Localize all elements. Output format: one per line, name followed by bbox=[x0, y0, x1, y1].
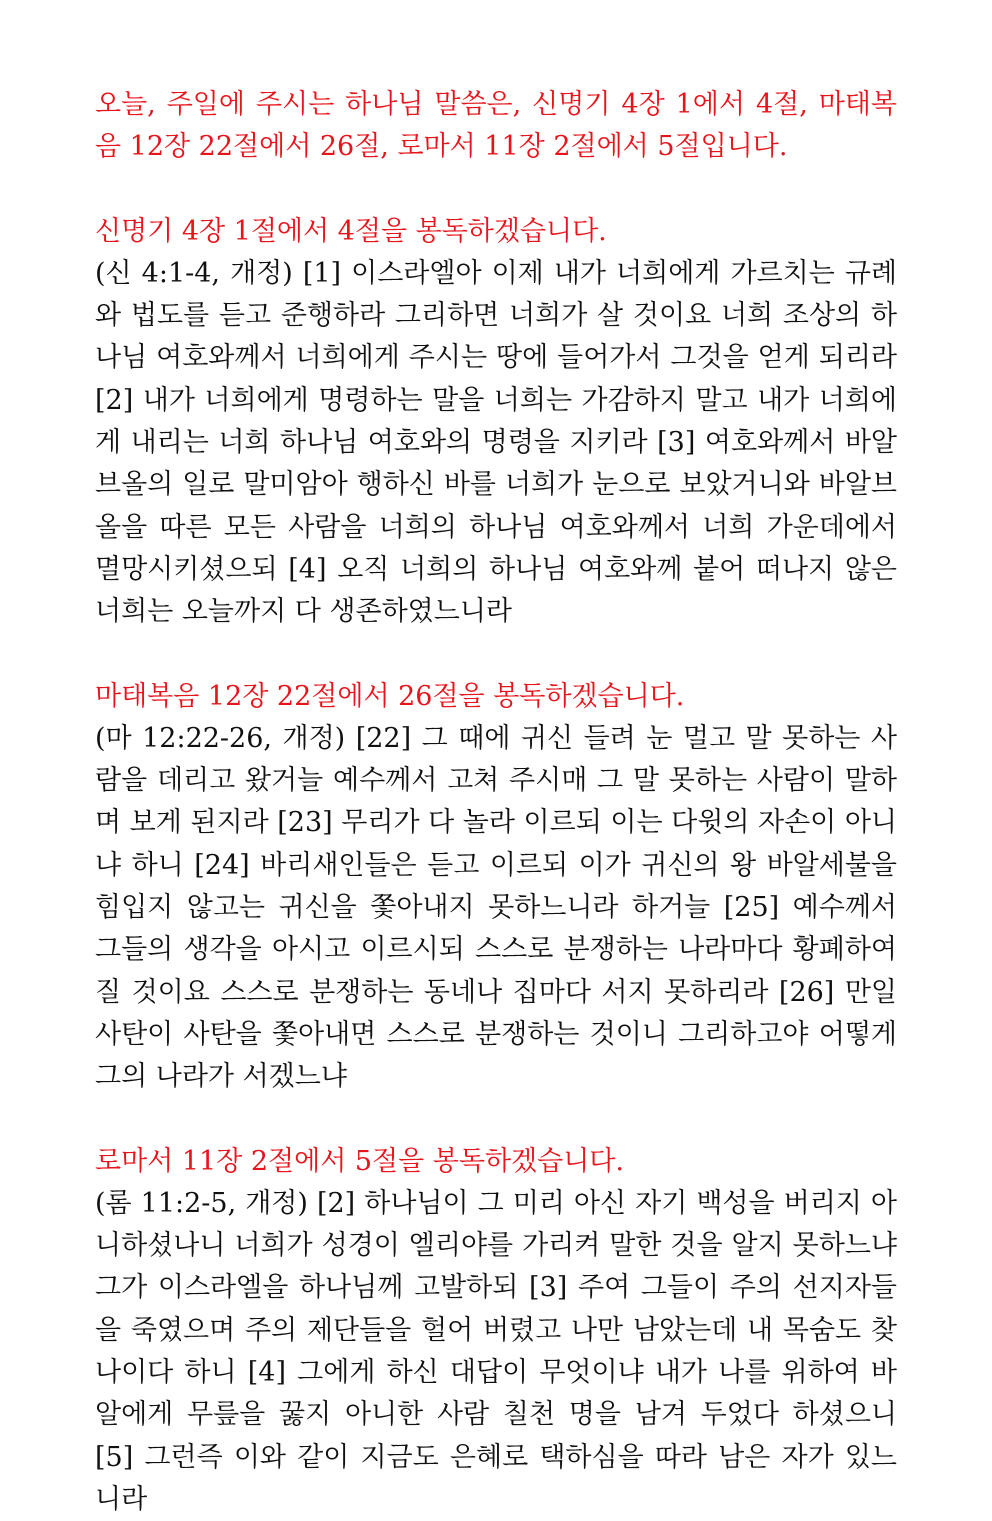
section-romans bbox=[95, 1141, 897, 1521]
scripture-passage: (마 12:22-26, 개정) [22] 그 때에 귀신 들려 눈 멀고 말 못하는 사람을 데리고 왔거늘 예수께서 고쳐 주시매 그 말 못하는 사람이 말하며 보게 된지라 [23] 무리가 다 놀라 이르되 이는 다윗의 자손이 아니냐 하니 [24] 바리새인들은 듣고 이르되 이가 귀신의 왕 바알세불을 힘입지 않고는 귀신을 쫓아내지 못하느니라 하거늘 [25] 예수께서 그들의 생각을 아시고 이르시되 스스로 분쟁하는 나라마다 황폐하여질 것이요 스스로 분쟁하는 동네나 집마다 서지 못하리라 [26] 만일 사탄이 사탄을 쫓아내면 스스로 분쟁하는 것이니 그리하고야 어떻게 그의 나라가 서겠느냐 bbox=[95, 722, 897, 1093]
scripture-passage: (롬 11:2-5, 개정) [2] 하나님이 그 미리 아신 자기 백성을 버리지 아니하셨나니 너희가 성경이 엘리야를 가리켜 말한 것을 알지 못하느냐 그가 이스라엘을 하나님께 고발하되 [3] 주여 그들이 주의 선지자들을 죽였으며 주의 제단들을 헐어 버렸고 나만 남았는데 내 목숨도 찾나이다 하니 [4] 그에게 하신 대답이 무엇이냐 내가 나를 위하여 바알에게 무릎을 꿇지 아니한 사람 칠천 명을 남겨 두었다 하셨으니 [5] 그런즉 이와 같이 지금도 은혜로 택하심을 따라 남은 자가 있느니라 bbox=[95, 1187, 897, 1515]
section-deuteronomy bbox=[95, 211, 897, 634]
section-heading: 로마서 11장 2절에서 5절을 봉독하겠습니다. bbox=[95, 1145, 624, 1177]
document-page bbox=[95, 84, 897, 1521]
section-heading: 신명기 4장 1절에서 4절을 봉독하겠습니다. bbox=[95, 215, 607, 247]
section-matthew bbox=[95, 676, 897, 1099]
intro-paragraph: 오늘, 주일에 주시는 하나님 말씀은, 신명기 4장 1에서 4절, 마태복음 12장 22절에서 26절, 로마서 11장 2절에서 5절입니다. bbox=[95, 89, 897, 163]
section-heading: 마태복음 12장 22절에서 26절을 봉독하겠습니다. bbox=[95, 680, 685, 712]
scripture-passage: (신 4:1-4, 개정) [1] 이스라엘아 이제 내가 너희에게 가르치는 규례와 법도를 듣고 준행하라 그리하면 너희가 살 것이요 너희 조상의 하나님 여호와께서 너희에게 주시는 땅에 들어가서 그것을 얻게 되리라 [2] 내가 너희에게 명령하는 말을 너희는 가감하지 말고 내가 너희에게 내리는 너희 하나님 여호와의 명령을 지키라 [3] 여호와께서 바알브올의 일로 말미암아 행하신 바를 너희가 눈으로 보았거니와 바알브올을 따른 모든 사람을 너희의 하나님 여호와께서 너희 가운데에서 멸망시키셨으되 [4] 오직 너희의 하나님 여호와께 붙어 떠나지 않은 너희는 오늘까지 다 생존하였느니라 bbox=[95, 257, 897, 628]
